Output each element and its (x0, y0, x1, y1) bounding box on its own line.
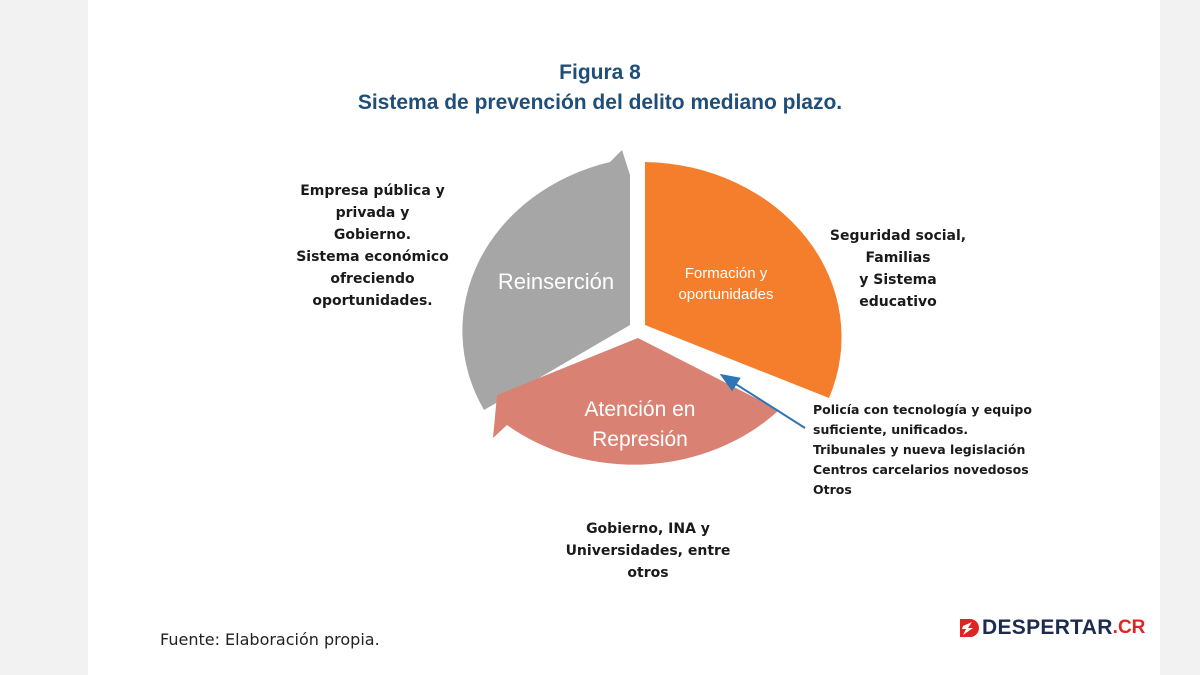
annotation-police-line: Policía con tecnología y equipo (813, 402, 1032, 417)
segment-reinsercion-label: Reinserción (497, 269, 615, 294)
annotation-bottom-line: otros (627, 565, 669, 581)
brand-logo[interactable] (958, 614, 1145, 642)
annotation-police-line: Otros (813, 482, 852, 497)
segment-atencion-label-line2: Represión (592, 428, 688, 451)
annotation-police (813, 400, 1032, 500)
logo-tld: .CR (1112, 617, 1146, 638)
annotation-right-line: Seguridad social, (829, 228, 967, 244)
annotation-right-line: educativo (859, 294, 937, 310)
logo-mark-icon (958, 617, 980, 639)
annotation-right-line: y Sistema (859, 272, 937, 288)
logo-word: DESPERTAR (982, 616, 1113, 639)
annotation-right (818, 225, 978, 313)
annotation-left-line: Sistema económico (296, 249, 449, 265)
annotation-police-line: Tribunales y nueva legislación (813, 442, 1026, 457)
annotation-right-line: Familias (865, 250, 931, 266)
annotation-left-line: Empresa pública y (300, 183, 445, 199)
annotation-bottom-line: Gobierno, INA y (586, 521, 710, 537)
annotation-police-line: Centros carcelarios novedosos (813, 462, 1029, 477)
segment-formacion-label-line1: Formación y (684, 265, 768, 282)
annotation-bottom (548, 518, 748, 584)
annotation-left-line: ofreciendo (330, 271, 415, 287)
source-note: Fuente: Elaboración propia. (160, 630, 380, 649)
segment-atencion-label-line1: Atención en (584, 398, 696, 421)
segment-formacion-label-line2: oportunidades (678, 286, 774, 303)
annotation-left-line: privada y (335, 205, 410, 221)
annotation-left-line: oportunidades. (312, 293, 433, 309)
annotation-left-line: Gobierno. (333, 227, 412, 243)
figure-label: Figura 8 (559, 61, 641, 84)
figure-title: Sistema de prevención del delito mediano plazo. (357, 91, 843, 114)
annotation-left (285, 180, 460, 312)
annotation-bottom-line: Universidades, entre (565, 543, 731, 559)
annotation-police-line: suficiente, unificados. (813, 422, 969, 437)
